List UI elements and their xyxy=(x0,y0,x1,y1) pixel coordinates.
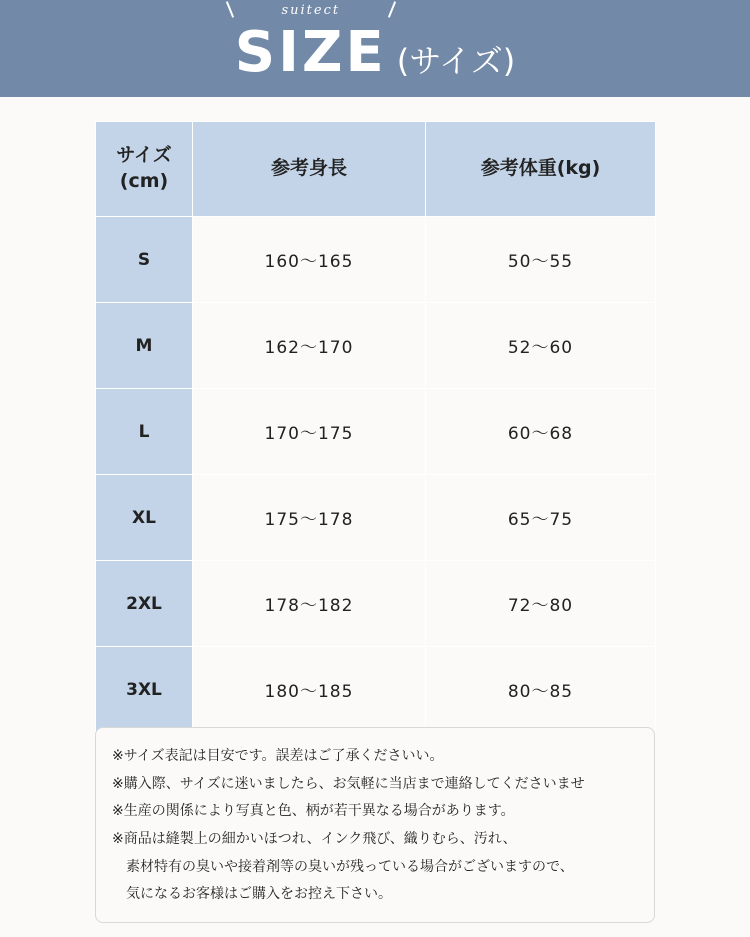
table-row xyxy=(96,475,656,561)
column-header-size-line2: (cm) xyxy=(119,170,169,192)
cell-weight: 50〜55 xyxy=(426,217,656,303)
cell-height: 162〜170 xyxy=(193,303,426,389)
page-title: SIZE xyxy=(234,19,387,85)
cell-height: 178〜182 xyxy=(193,561,426,647)
table-row xyxy=(96,303,656,389)
cell-height: 170〜175 xyxy=(193,389,426,475)
header-banner-content xyxy=(234,2,516,85)
cell-weight: 60〜68 xyxy=(426,389,656,475)
note-line: ※生産の関係により写真と色、柄が若干異なる場合があります。 xyxy=(112,803,515,820)
brand-label: suitect xyxy=(281,2,341,18)
table-row xyxy=(96,217,656,303)
size-table-head xyxy=(96,122,656,217)
size-table-wrapper xyxy=(95,121,655,733)
page-title-japanese: (サイズ) xyxy=(396,41,516,80)
cell-size: M xyxy=(96,303,193,389)
cell-weight: 52〜60 xyxy=(426,303,656,389)
table-row xyxy=(96,561,656,647)
note-line: 素材特有の臭いや接着剤等の臭いが残っている場合がございますので、 xyxy=(126,858,574,875)
cell-weight: 65〜75 xyxy=(426,475,656,561)
size-table-body xyxy=(96,217,656,733)
note-line: ※サイズ表記は目安です。誤差はご了承くださいい。 xyxy=(112,748,444,764)
cell-weight: 80〜85 xyxy=(426,647,656,733)
left-slash-decoration xyxy=(226,1,234,18)
cell-size: 2XL xyxy=(96,561,193,647)
note-line: 気になるお客様はご購入をお控え下さい。 xyxy=(126,886,392,903)
table-header-row xyxy=(96,122,656,217)
right-slash-decoration xyxy=(388,1,396,18)
cell-size: 3XL xyxy=(96,647,193,733)
cell-size: L xyxy=(96,389,193,475)
cell-size: S xyxy=(96,217,193,303)
table-row xyxy=(96,389,656,475)
cell-height: 160〜165 xyxy=(193,217,426,303)
notes-box xyxy=(95,727,655,923)
cell-height: 175〜178 xyxy=(193,475,426,561)
column-header-size-line1: サイズ xyxy=(116,144,172,167)
size-title-wrap xyxy=(234,2,387,85)
size-table xyxy=(95,121,656,733)
column-header-size xyxy=(96,122,193,217)
table-row xyxy=(96,647,656,733)
column-header-weight: 参考体重(kg) xyxy=(426,122,656,217)
header-banner xyxy=(0,0,750,97)
cell-size: XL xyxy=(96,475,193,561)
note-line: ※購入際、サイズに迷いましたら、お気軽に当店まで連絡してくださいませ xyxy=(112,775,585,792)
column-header-height: 参考身長 xyxy=(193,122,426,217)
cell-weight: 72〜80 xyxy=(426,561,656,647)
cell-height: 180〜185 xyxy=(193,647,426,733)
note-line: ※商品は縫製上の細かいほつれ、インク飛び、織りむら、汚れ、 xyxy=(112,831,517,848)
